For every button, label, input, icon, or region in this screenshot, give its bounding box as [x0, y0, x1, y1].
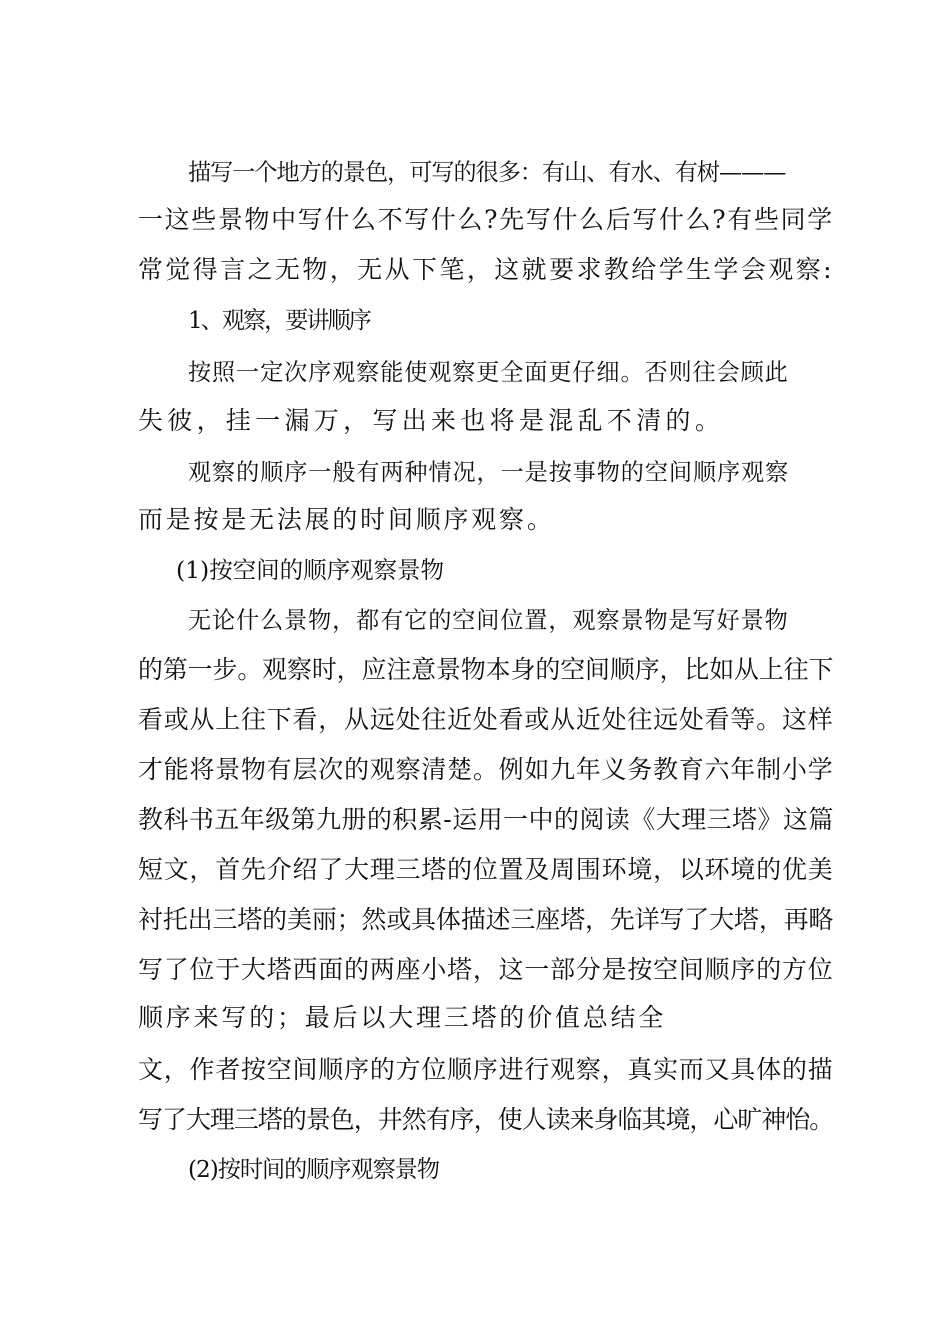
paragraph-line: 教科书五年级第九册的积累-运用一中的阅读《大理三塔》这篇 — [138, 805, 834, 834]
paragraph-line: 写了大理三塔的景色，井然有序，使人读来身临其境，心旷神怡。 — [138, 1105, 834, 1134]
paragraph-line: 顺序来写的；最后以大理三塔的价值总结全 — [138, 1003, 667, 1032]
paragraph-line: 衬托出三塔的美丽；然或具体描述三座塔，先详写了大塔，再略 — [138, 905, 834, 934]
paragraph-line: 写了位于大塔西面的两座小塔，这一部分是按空间顺序的方位 — [138, 955, 834, 984]
subsection-heading: (2)按时间的顺序观察景物 — [188, 1157, 440, 1183]
paragraph-line: 才能将景物有层次的观察清楚。例如九年义务教育六年制小学 — [138, 755, 834, 784]
paragraph-line: 的第一步。观察时，应注意景物本身的空间顺序，比如从上往下 — [138, 655, 834, 684]
paragraph-line: 观察的顺序一般有两种情况，一是按事物的空间顺序观察 — [188, 460, 790, 486]
paragraph-line: 按照一定次序观察能使观察更全面更仔细。否则往会顾此 — [188, 360, 789, 386]
paragraph-line: 而是按是无法展的时间顺序观察。 — [138, 505, 555, 534]
paragraph-line: 常觉得言之无物，无从下笔，这就要求教给学生学会观察: — [138, 255, 835, 284]
paragraph-line: 无论什么景物，都有它的空间位置，观察景物是写好景物 — [188, 608, 789, 634]
paragraph-line: 看或从上往下看，从远处往近处看或从近处往远处看等。这样 — [138, 705, 834, 734]
paragraph-line: 描写一个地方的景色，可写的很多：有山、有水、有树——— — [188, 160, 786, 186]
paragraph-line: 失彼，挂一漏万，写出来也将是混乱不清的。 — [138, 406, 725, 435]
paragraph-line: 短文，首先介绍了大理三塔的位置及周围环境，以环境的优美 — [138, 855, 834, 884]
subsection-heading: (1)按空间的顺序观察景物 — [176, 556, 445, 584]
section-heading: 1、观察，要讲顺序 — [188, 308, 370, 334]
paragraph-line: 文，作者按空间顺序的方位顺序进行观察，真实而又具体的描 — [138, 1055, 834, 1084]
paragraph-line: 一这些景物中写什么不写什么?先写什么后写什么?有些同学 — [138, 205, 834, 234]
